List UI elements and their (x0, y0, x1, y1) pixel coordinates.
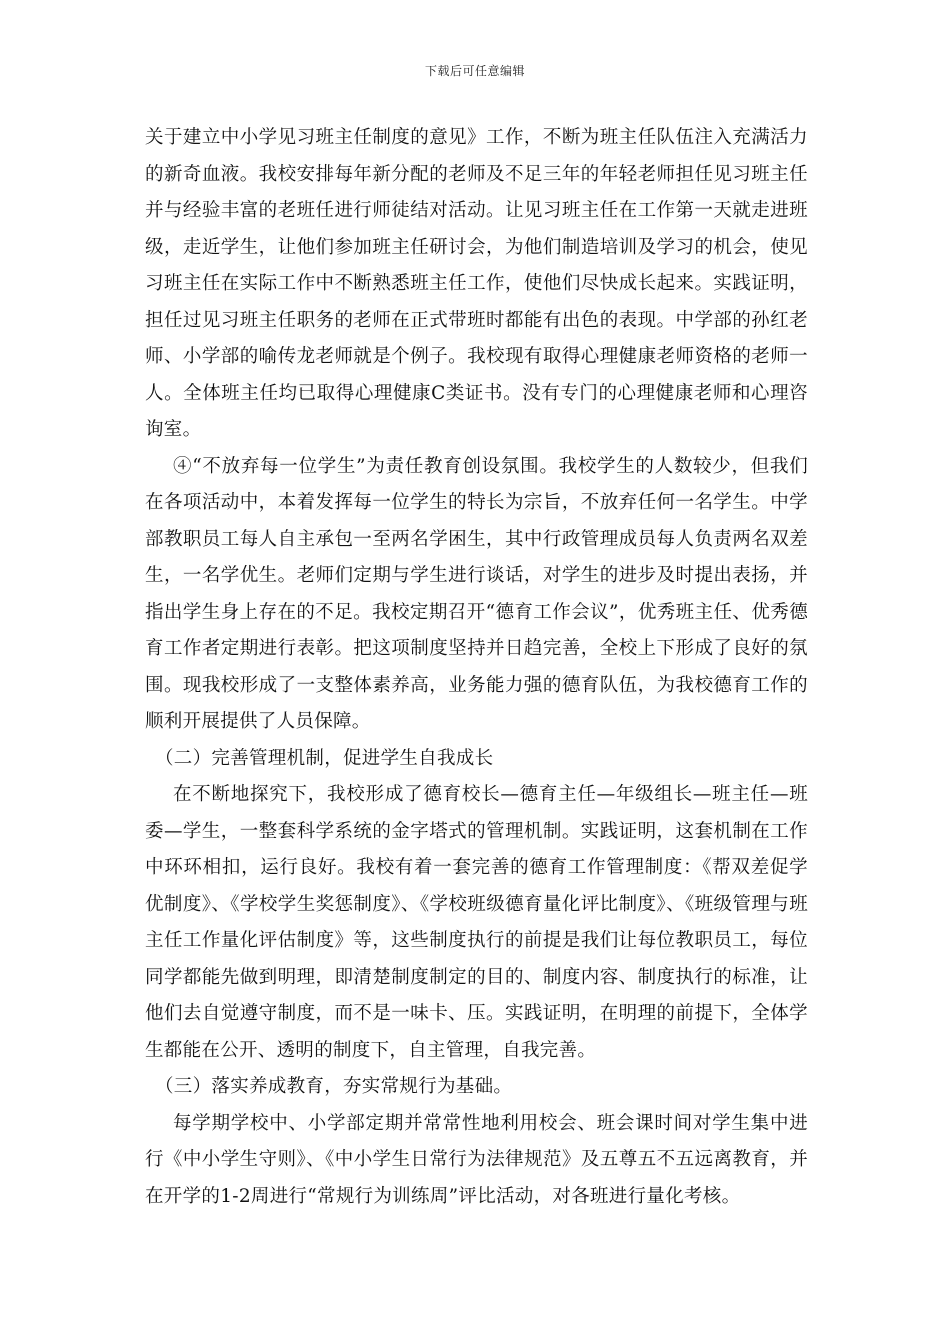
paragraph-habit-education: 每学期学校中、小学部定期并常常性地利用校会、班会课时间对学生集中进行《中小学生守则》、《中小学生日常行为法律规范》及五尊五不五远离教育，并在开学的1-2周进行“常规行为训练周”评比活动，对各班进行量化考核。 (145, 1112, 808, 1207)
page-header: 下载后可任意编辑 (424, 64, 525, 78)
paragraph-management-mechanism: 在不断地探究下，我校形成了德育校长—德育主任—年级组长—班主任—班委—学生，一整套科学系统的金字塔式的管理机制。实践证明，这套机制在工作中环环相扣，运行良好。我校有着一套完善的德育工作管理制度：《帮双差促学优制度》、《学校学生奖惩制度》、《学校班级德育量化评比制度》、《班级管理与班主任工作量化评估制度》等，这些制度执行的前提是我们让每位教职员工，每位同学都能先做到明理，即清楚制度制定的目的、制度内容、制度执行的标准，让他们去自觉遵守制度，而不是一味卡、压。实践证明，在明理的前提下，全体学生都能在公开、透明的制度下，自主管理，自我完善。 (145, 784, 808, 1061)
section-heading-habit-education: （三）落实养成教育，夯实常规行为基础。 (155, 1076, 513, 1097)
document-body (145, 120, 808, 1215)
paragraph-no-student-left-behind: ④“不放弃每一位学生”为责任教育创设氛围。我校学生的人数较少，但我们在各项活动中，本着发挥每一位学生的特长为宗旨，不放弃任何一名学生。中学部教职员工每人自主承包一至两名学困生，其中行政管理成员每人负责两名双差生，一名学优生。老师们定期与学生进行谈话，对学生的进步及时提出表扬，并指出学生身上存在的不足。我校定期召开“德育工作会议”，优秀班主任、优秀德育工作者定期进行表彰。把这项制度坚持并日趋完善，全校上下形成了良好的氛围。现我校形成了一支整体素养高，业务能力强的德育队伍，为我校德育工作的顺利开展提供了人员保障。 (145, 455, 808, 732)
section-heading-management-mechanism: （二）完善管理机制，促进学生自我成长 (155, 747, 494, 769)
paragraph-continuation: 关于建立中小学见习班主任制度的意见》工作，不断为班主任队伍注入充满活力的新奇血液。我校安排每年新分配的老师及不足三年的年轻老师担任见习班主任并与经验丰富的老班任进行师徒结对活动。让见习班主任在工作第一天就走进班级，走近学生，让他们参加班主任研讨会，为他们制造培训及学习的机会，使见习班主任在实际工作中不断熟悉班主任工作，使他们尽快成长起来。实践证明，担任过见习班主任职务的老师在正式带班时都能有出色的表现。中学部的孙红老师、小学部的喻传龙老师就是个例子。我校现有取得心理健康老师资格的老师一人。全体班主任均已取得心理健康C类证书。没有专门的心理健康老师和心理咨询室。 (145, 127, 808, 440)
